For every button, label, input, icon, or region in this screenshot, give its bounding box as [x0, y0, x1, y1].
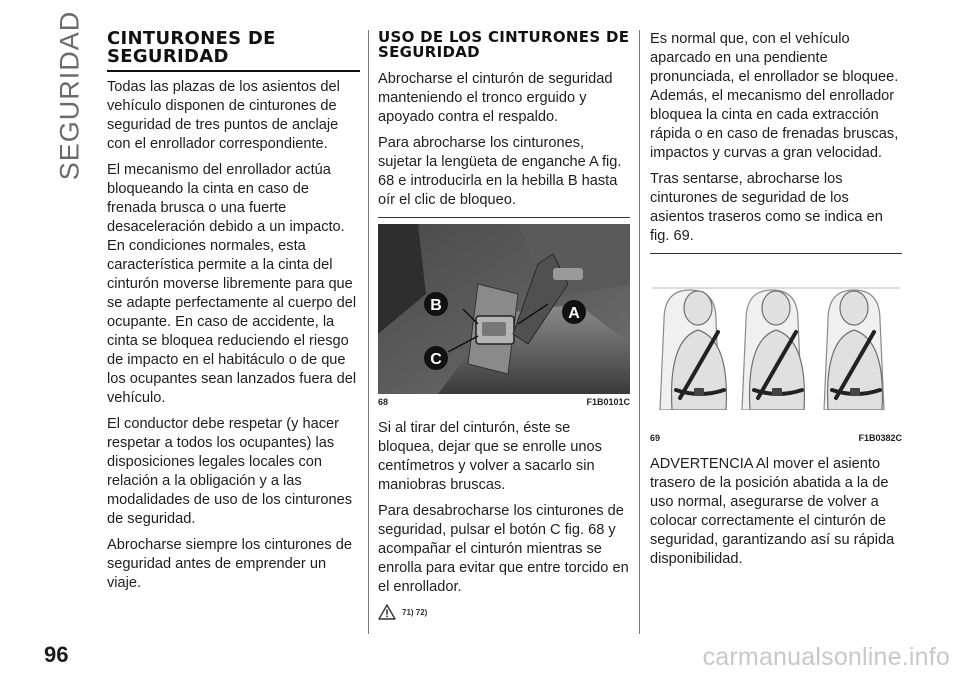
- warning-refs: 71) 72): [402, 607, 428, 617]
- column-3: [650, 30, 902, 576]
- paragraph: Para desabrocharse los cinturones de seguridad, pulsar el botón C fig. 68 y acompañar el cinturón mientras se enrolla para evitar que entre torcido en el enrollador.: [378, 503, 629, 595]
- warning-reference: [378, 604, 630, 620]
- section-heading-uso: USO DE LOS CINTURONES DE SEGURIDAD: [378, 28, 630, 61]
- label-B: [424, 292, 448, 316]
- figure-number: 69: [650, 433, 661, 443]
- svg-text:A: A: [568, 305, 580, 322]
- paragraph: Para abrocharse los cinturones, sujetar la lengüeta de enganche A fig. 68 e introducirla en la hebilla B hasta oír el clic de bloqueo.: [378, 135, 622, 208]
- label-A: [562, 300, 586, 324]
- paragraph: El mecanismo del enrollador actúa bloqueando la cinta en caso de frenada brusca o una fuerte desaceleración debido a un impacto. En condiciones normales, esta característica permite a la cinta del cinturón moverse libremente para que se adapte perfectamente al cuerpo del ocupante. En caso de accidente, la cinta se bloquea reduciendo el riesgo de impacto en el habitáculo o de que los ocupantes sean lanzados fuera del vehículo.: [107, 162, 357, 406]
- figure-caption: [650, 433, 902, 443]
- figure-code: F1B0101C: [586, 397, 630, 407]
- paragraph-advertencia: ADVERTENCIA Al mover el asiento trasero de la posición abatida a la de uso normal, asegurarse de volver a colocar correctamente el cinturón de seguridad, garantizando así su rápida disponibilidad.: [650, 456, 895, 567]
- figure-caption: [378, 397, 630, 407]
- column-2: [378, 30, 630, 620]
- label-C: [424, 346, 448, 370]
- column-divider-1: [368, 30, 369, 634]
- warning-triangle-icon: [378, 604, 396, 620]
- section-tab: [52, 10, 88, 180]
- page-number: 96: [44, 642, 69, 667]
- rear-seat-belts-illustration: [650, 260, 902, 430]
- figure-68: [378, 217, 630, 407]
- paragraph: Abrocharse el cinturón de seguridad manteniendo el tronco erguido y apoyado contra el respaldo.: [378, 71, 613, 125]
- watermark: carmanualsonline.info: [702, 643, 950, 671]
- paragraph: Es normal que, con el vehículo aparcado en una pendiente pronunciada, el enrollador se bloquee. Además, el mecanismo del enrollador bloquea la cinta en cada extracción rápida o en caso de frenadas bruscas, impactos y curvas a gran velocidad.: [650, 31, 899, 161]
- column-divider-2: [639, 30, 640, 634]
- paragraph: Todas las plazas de los asientos del vehículo disponen de cinturones de seguridad de tres puntos de anclaje con el enrollador correspondiente.: [107, 79, 340, 152]
- column-1: [107, 30, 360, 600]
- paragraph: Si al tirar del cinturón, éste se bloquea, dejar que se enrolle unos centímetros y volver a sacarlo sin maniobras bruscas.: [378, 420, 602, 493]
- paragraph: Tras sentarse, abrocharse los cinturones de seguridad de los asientos traseros como se indica en fig. 69.: [650, 171, 883, 244]
- section-tab-label: SEGURIDAD: [54, 10, 85, 180]
- svg-text:C: C: [430, 351, 442, 368]
- section-heading-cinturones: CINTURONES DE SEGURIDAD: [107, 30, 360, 72]
- figure-number: 68: [378, 397, 389, 407]
- seatbelt-buckle-illustration: [378, 224, 630, 394]
- paragraph: El conductor debe respetar (y hacer respetar a todos los ocupantes) las disposiciones legales locales con relación a la obligación y a las modalidades de uso de los cinturones de seguridad.: [107, 416, 353, 527]
- figure-69: [650, 253, 902, 443]
- svg-text:B: B: [430, 297, 442, 314]
- paragraph: Abrocharse siempre los cinturones de seguridad antes de emprender un viaje.: [107, 537, 352, 591]
- figure-code: F1B0382C: [858, 433, 902, 443]
